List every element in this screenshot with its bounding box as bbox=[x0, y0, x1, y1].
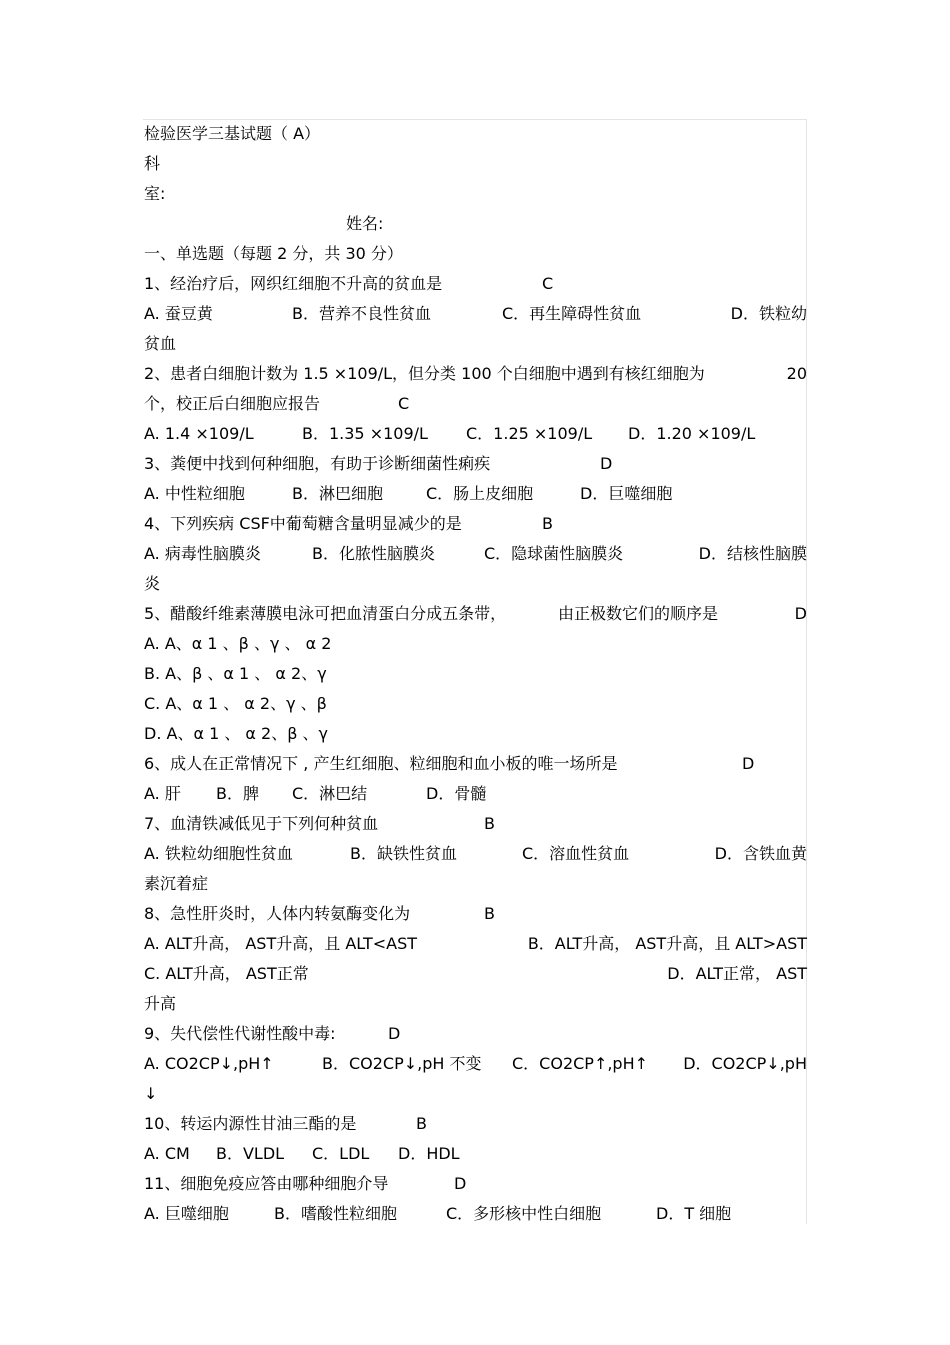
option-a: A. CO2CP↓,pH↑ bbox=[144, 1054, 274, 1073]
question-6-options bbox=[144, 779, 807, 809]
option-a: A. 巨噬细胞 bbox=[144, 1204, 229, 1223]
question-9-stem: 9、失代偿性代谢性酸中毒: D bbox=[144, 1019, 807, 1049]
option-d: D．含铁血黄 bbox=[714, 844, 807, 863]
option-b: B．CO2CP↓,pH 不变 bbox=[322, 1054, 482, 1073]
option-c: C．淋巴结 bbox=[292, 784, 368, 803]
option-c: C．LDL bbox=[312, 1144, 370, 1163]
section-heading: 一、单选题（每题 2 分，共 30 分） bbox=[144, 244, 403, 263]
question-6-stem: 6、成人在正常情况下 , 产生红细胞、粒细胞和血小板的唯一场所是 D bbox=[144, 749, 807, 779]
question-2-stem: 2、患者白细胞计数为 1.5 ×109/L，但分类 100 个白细胞中遇到有核红细胞为 20 bbox=[144, 364, 807, 383]
option-b: B．营养不良性贫血 bbox=[292, 304, 431, 323]
option-a: A. 1.4 ×109/L bbox=[144, 424, 254, 443]
name-label: 姓名: bbox=[346, 214, 384, 233]
question-11-answer: D bbox=[454, 1174, 467, 1193]
question-10-stem: 10、转运内源性甘油三酯的是 B bbox=[144, 1109, 807, 1139]
question-4-options-cont: 炎 bbox=[144, 574, 161, 593]
question-1-options bbox=[144, 299, 807, 329]
question-7-answer: B bbox=[484, 814, 495, 833]
question-5-option-d: D. A、α 1 、 α 2、β 、γ bbox=[144, 724, 329, 743]
question-5-option-c: C. A、α 1 、 α 2、γ 、β bbox=[144, 694, 327, 713]
option-c: C．肠上皮细胞 bbox=[426, 484, 534, 503]
question-9-answer: D bbox=[388, 1024, 401, 1043]
question-7-stem: 7、血清铁减低见于下列何种贫血 B bbox=[144, 809, 807, 839]
option-a: A. 中性粒细胞 bbox=[144, 484, 245, 503]
option-d: D．骨髓 bbox=[426, 784, 487, 803]
option-d: D．ALT正常， AST bbox=[667, 964, 807, 983]
option-a: A. 病毒性脑膜炎 bbox=[144, 544, 261, 563]
question-8-options-ab bbox=[144, 929, 807, 959]
question-5-option-a: A. A、α 1 、β 、γ 、 α 2 bbox=[144, 634, 332, 653]
question-11-options bbox=[144, 1199, 807, 1229]
question-8-answer: B bbox=[484, 904, 495, 923]
question-3-options bbox=[144, 479, 807, 509]
question-1-answer: C bbox=[542, 274, 554, 293]
option-d: D．巨噬细胞 bbox=[580, 484, 673, 503]
question-10-answer: B bbox=[416, 1114, 427, 1133]
question-1-options-cont: 贫血 bbox=[144, 334, 177, 353]
option-c: C. ALT升高， AST正常 bbox=[144, 964, 309, 983]
option-b: B．缺铁性贫血 bbox=[350, 844, 457, 863]
question-2-answer: C bbox=[398, 394, 410, 413]
dept-label-line-1: 科 bbox=[144, 154, 161, 173]
option-c: C．1.25 ×109/L bbox=[466, 424, 593, 443]
question-5-stem: 5、醋酸纤维素薄膜电泳可把血清蛋白分成五条带， 由正极数它们的顺序是 D bbox=[144, 599, 807, 629]
option-d: D．T 细胞 bbox=[656, 1204, 732, 1223]
question-4-options bbox=[144, 539, 807, 569]
question-1-stem: 1、经治疗后，网织红细胞不升高的贫血是 C bbox=[144, 269, 807, 299]
option-a: A. 肝 bbox=[144, 784, 181, 803]
question-4-answer: B bbox=[542, 514, 553, 533]
question-8-stem: 8、急性肝炎时，人体内转氨酶变化为 B bbox=[144, 899, 807, 929]
question-8-options-cont: 升高 bbox=[144, 994, 177, 1013]
option-b: B．ALT升高， AST升高，且 ALT>AST bbox=[527, 934, 807, 953]
option-a: A. CM bbox=[144, 1144, 190, 1163]
option-b: B．脾 bbox=[216, 784, 259, 803]
option-a: A. 铁粒幼细胞性贫血 bbox=[144, 844, 293, 863]
option-c: C．隐球菌性脑膜炎 bbox=[484, 544, 624, 563]
question-5-option-b: B. A、β 、α 1 、 α 2、γ bbox=[144, 664, 327, 683]
option-b: B．化脓性脑膜炎 bbox=[312, 544, 435, 563]
option-c: C．再生障碍性贫血 bbox=[502, 304, 642, 323]
question-7-options-cont: 素沉着症 bbox=[144, 874, 209, 893]
question-4-stem: 4、下列疾病 CSF中葡萄糖含量明显减少的是 B bbox=[144, 509, 807, 539]
question-10-options bbox=[144, 1139, 807, 1169]
option-c: C．多形核中性白细胞 bbox=[446, 1204, 602, 1223]
question-6-answer: D bbox=[742, 754, 755, 773]
option-d: D．1.20 ×109/L bbox=[628, 424, 756, 443]
option-a: A. 蚕豆黄 bbox=[144, 304, 213, 323]
exam-title: 检验医学三基试题（ A） bbox=[144, 124, 321, 143]
option-b: B．VLDL bbox=[216, 1144, 285, 1163]
exam-content bbox=[144, 119, 807, 1229]
option-b: B．嗜酸性粒细胞 bbox=[274, 1204, 397, 1223]
option-a: A. ALT升高， AST升高，且 ALT<AST bbox=[144, 934, 418, 953]
question-3-stem: 3、粪便中找到何种细胞，有助于诊断细菌性痢疾 D bbox=[144, 449, 807, 479]
question-8-options-cd bbox=[144, 959, 807, 989]
option-d: D．结核性脑膜 bbox=[698, 544, 807, 563]
question-9-options-cont: ↓ bbox=[144, 1084, 158, 1103]
dept-label-line-2: 室: bbox=[144, 184, 166, 203]
question-9-options bbox=[144, 1049, 807, 1079]
option-d: D．铁粒幼 bbox=[730, 304, 807, 323]
question-7-options bbox=[144, 839, 807, 869]
question-5-answer: D bbox=[794, 604, 807, 623]
option-b: B．1.35 ×109/L bbox=[302, 424, 428, 443]
option-c: C．CO2CP↑,pH↑ bbox=[512, 1054, 649, 1073]
question-2-stem-cont: 个，校正后白细胞应报告 C bbox=[144, 389, 807, 419]
option-d: D．CO2CP↓,pH bbox=[683, 1054, 807, 1073]
option-b: B．淋巴细胞 bbox=[292, 484, 383, 503]
question-11-stem: 11、细胞免疫应答由哪种细胞介导 D bbox=[144, 1169, 807, 1199]
question-2-options bbox=[144, 419, 807, 449]
option-d: D．HDL bbox=[398, 1144, 460, 1163]
option-c: C．溶血性贫血 bbox=[522, 844, 630, 863]
question-3-answer: D bbox=[600, 454, 613, 473]
